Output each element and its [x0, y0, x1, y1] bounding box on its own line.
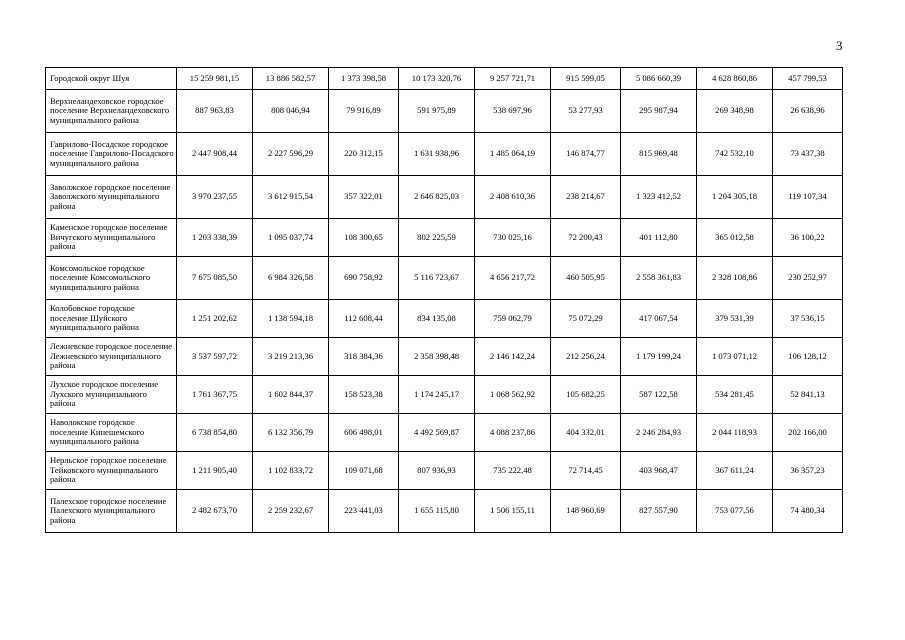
value-cell: 2 358 398,48: [399, 338, 475, 376]
value-cell: 606 498,01: [329, 414, 399, 452]
value-cell: 1 174 245,17: [399, 376, 475, 414]
value-cell: 1 179 199,24: [621, 338, 697, 376]
value-cell: 417 067,54: [621, 300, 697, 338]
value-cell: 887 963,83: [177, 90, 253, 133]
value-cell: 1 602 844,37: [253, 376, 329, 414]
value-cell: 158 523,38: [329, 376, 399, 414]
value-cell: 807 936,93: [399, 452, 475, 490]
value-cell: 230 252,97: [773, 257, 843, 300]
value-cell: 1 761 367,75: [177, 376, 253, 414]
value-cell: 3 537 597,72: [177, 338, 253, 376]
table-row: [46, 133, 843, 176]
value-cell: 15 259 981,15: [177, 68, 253, 90]
value-cell: 1 655 115,80: [399, 490, 475, 533]
value-cell: 109 071,68: [329, 452, 399, 490]
value-cell: 1 506 155,11: [475, 490, 551, 533]
value-cell: 379 531,39: [697, 300, 773, 338]
value-cell: 730 025,16: [475, 219, 551, 257]
table-row: [46, 376, 843, 414]
value-cell: 460 505,95: [551, 257, 621, 300]
municipality-name-cell: Заволжское городское поселение Заволжского муниципального района: [46, 176, 177, 219]
value-cell: 808 046,94: [253, 90, 329, 133]
value-cell: 75 072,29: [551, 300, 621, 338]
value-cell: 7 675 085,50: [177, 257, 253, 300]
value-cell: 2 146 142,24: [475, 338, 551, 376]
value-cell: 1 138 594,18: [253, 300, 329, 338]
value-cell: 73 437,38: [773, 133, 843, 176]
value-cell: 1 485 064,19: [475, 133, 551, 176]
municipality-name-cell: Колобовское городское поселение Шуйского муниципального района: [46, 300, 177, 338]
value-cell: 1 095 037,74: [253, 219, 329, 257]
value-cell: 26 638,96: [773, 90, 843, 133]
value-cell: 318 384,36: [329, 338, 399, 376]
municipality-name-cell: Лухское городское поселение Лухского муниципального района: [46, 376, 177, 414]
value-cell: 1 204 305,18: [697, 176, 773, 219]
value-cell: 2 482 673,70: [177, 490, 253, 533]
page-number: 3: [836, 38, 843, 53]
value-cell: 587 122,58: [621, 376, 697, 414]
value-cell: 72 714,45: [551, 452, 621, 490]
municipality-name-cell: Верхнеландеховское городское поселение Верхнеландеховского муниципального района: [46, 90, 177, 133]
value-cell: 119 107,34: [773, 176, 843, 219]
value-cell: 742 532,10: [697, 133, 773, 176]
table-row: [46, 90, 843, 133]
table-body: [46, 68, 843, 533]
value-cell: 365 012,58: [697, 219, 773, 257]
value-cell: 79 916,89: [329, 90, 399, 133]
value-cell: 4 656 217,72: [475, 257, 551, 300]
value-cell: 6 738 854,80: [177, 414, 253, 452]
value-cell: 1 203 338,39: [177, 219, 253, 257]
municipality-name-cell: Каменское городское поселение Вичугского муниципального района: [46, 219, 177, 257]
value-cell: 5 116 723,67: [399, 257, 475, 300]
data-table: [45, 67, 843, 533]
value-cell: 112 608,44: [329, 300, 399, 338]
value-cell: 759 062,79: [475, 300, 551, 338]
table-row: [46, 490, 843, 533]
value-cell: 238 214,67: [551, 176, 621, 219]
value-cell: 53 277,93: [551, 90, 621, 133]
table-row: [46, 176, 843, 219]
value-cell: 915 599,05: [551, 68, 621, 90]
table-row: [46, 219, 843, 257]
municipality-name-cell: Нерльское городское поселение Тейковского муниципального района: [46, 452, 177, 490]
value-cell: 6 132 356,79: [253, 414, 329, 452]
value-cell: 753 077,56: [697, 490, 773, 533]
value-cell: 401 112,80: [621, 219, 697, 257]
value-cell: 1 251 202,62: [177, 300, 253, 338]
table-row: [46, 300, 843, 338]
value-cell: 52 841,13: [773, 376, 843, 414]
table-row: [46, 414, 843, 452]
value-cell: 1 373 398,58: [329, 68, 399, 90]
value-cell: 106 128,12: [773, 338, 843, 376]
value-cell: 2 408 610,36: [475, 176, 551, 219]
value-cell: 36 357,23: [773, 452, 843, 490]
value-cell: 72 200,43: [551, 219, 621, 257]
value-cell: 5 086 660,39: [621, 68, 697, 90]
value-cell: 212 256,24: [551, 338, 621, 376]
value-cell: 1 631 938,96: [399, 133, 475, 176]
value-cell: 2 558 361,83: [621, 257, 697, 300]
value-cell: 2 246 284,93: [621, 414, 697, 452]
value-cell: 404 332,01: [551, 414, 621, 452]
value-cell: 4 492 569,87: [399, 414, 475, 452]
value-cell: 269 348,98: [697, 90, 773, 133]
value-cell: 37 536,15: [773, 300, 843, 338]
value-cell: 538 697,96: [475, 90, 551, 133]
value-cell: 1 211 905,40: [177, 452, 253, 490]
value-cell: 1 323 412,52: [621, 176, 697, 219]
value-cell: 3 612 915,54: [253, 176, 329, 219]
value-cell: 105 682,25: [551, 376, 621, 414]
municipality-name-cell: Комсомольское городское поселение Комсомольского муниципального района: [46, 257, 177, 300]
value-cell: 202 166,00: [773, 414, 843, 452]
municipality-name-cell: Гаврилово-Посадское городское поселение Гаврилово-Посадского муниципального района: [46, 133, 177, 176]
municipality-name-cell: Наволокское городское поселение Кинешемского муниципального района: [46, 414, 177, 452]
value-cell: 690 758,92: [329, 257, 399, 300]
value-cell: 2 447 908,44: [177, 133, 253, 176]
value-cell: 13 886 582,57: [253, 68, 329, 90]
table-row: [46, 68, 843, 90]
municipality-name-cell: Городской округ Шуя: [46, 68, 177, 90]
value-cell: 591 975,89: [399, 90, 475, 133]
value-cell: 295 987,94: [621, 90, 697, 133]
value-cell: 827 557,90: [621, 490, 697, 533]
value-cell: 4 628 860,86: [697, 68, 773, 90]
value-cell: 1 073 071,12: [697, 338, 773, 376]
value-cell: 815 969,48: [621, 133, 697, 176]
value-cell: 2 328 108,86: [697, 257, 773, 300]
value-cell: 108 300,65: [329, 219, 399, 257]
value-cell: 223 441,03: [329, 490, 399, 533]
value-cell: 10 173 320,76: [399, 68, 475, 90]
value-cell: 2 646 825,03: [399, 176, 475, 219]
value-cell: 367 611,24: [697, 452, 773, 490]
value-cell: 403 968,47: [621, 452, 697, 490]
municipality-name-cell: Лежневское городское поселение Лежневского муниципального района: [46, 338, 177, 376]
value-cell: 1 068 562,92: [475, 376, 551, 414]
value-cell: 4 088 237,86: [475, 414, 551, 452]
value-cell: 2 259 232,67: [253, 490, 329, 533]
table-row: [46, 338, 843, 376]
value-cell: 3 970 237,55: [177, 176, 253, 219]
value-cell: 2 227 596,29: [253, 133, 329, 176]
municipality-name-cell: Палехское городское поселение Палехского муниципального района: [46, 490, 177, 533]
value-cell: 220 312,15: [329, 133, 399, 176]
table-row: [46, 257, 843, 300]
table-row: [46, 452, 843, 490]
value-cell: 834 135,08: [399, 300, 475, 338]
value-cell: 36 100,22: [773, 219, 843, 257]
value-cell: 534 281,45: [697, 376, 773, 414]
value-cell: 146 874,77: [551, 133, 621, 176]
value-cell: 74 480,34: [773, 490, 843, 533]
value-cell: 148 960,69: [551, 490, 621, 533]
value-cell: 9 257 721,71: [475, 68, 551, 90]
value-cell: 802 225,59: [399, 219, 475, 257]
value-cell: 3 219 213,36: [253, 338, 329, 376]
value-cell: 2 044 118,93: [697, 414, 773, 452]
value-cell: 357 322,01: [329, 176, 399, 219]
value-cell: 457 799,53: [773, 68, 843, 90]
value-cell: 735 222,48: [475, 452, 551, 490]
value-cell: 6 984 326,58: [253, 257, 329, 300]
value-cell: 1 102 833,72: [253, 452, 329, 490]
